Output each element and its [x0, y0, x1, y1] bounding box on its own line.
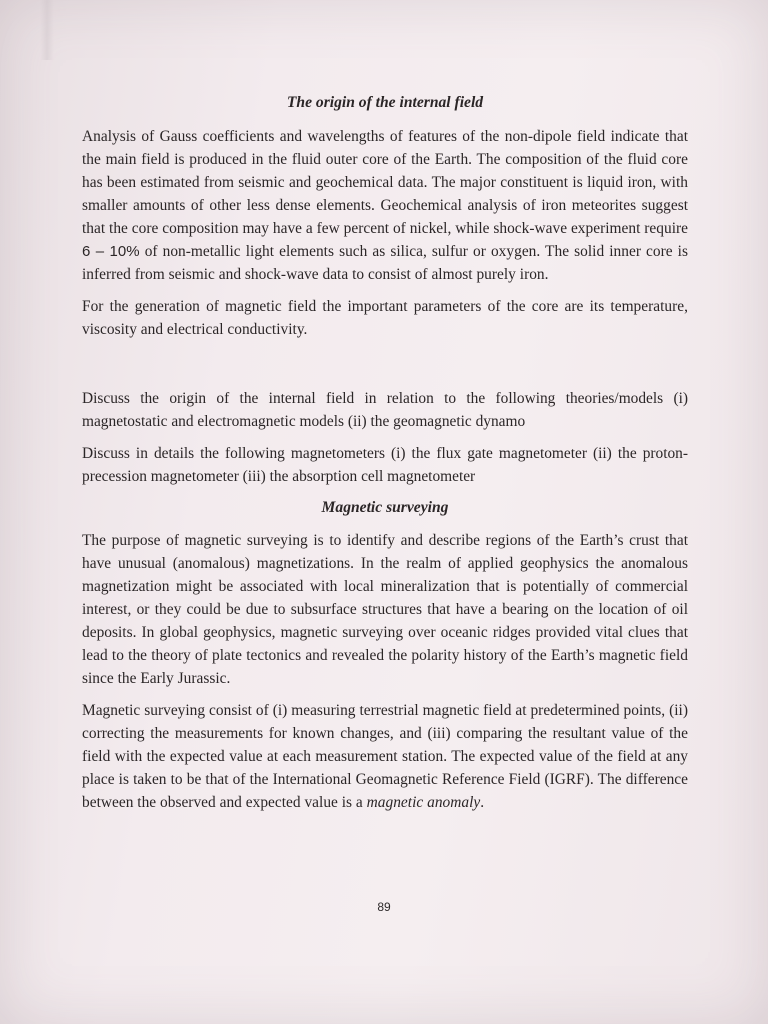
paragraph-core-parameters: For the generation of magnetic field the important parameters of the core are its temperature, viscosity and electrical conductivity. [82, 298, 688, 338]
paragraph-text: of non-metallic light elements such as silica, sulfur or oxygen. The solid inner core is inferred from seismic and shock-wave data to consist of almost purely iron. [82, 243, 688, 283]
paragraph-text: . [480, 794, 485, 811]
paragraph-text: Analysis of Gauss coefficients and wavelengths of features of the non-dipole field indicate that the main field is produced in the fluid outer core of the Earth. The composition of the fluid core has been estimated from seismic and geochemical data. The major constituent is liquid iron, with smaller amounts of other less dense elements. Geochemical analysis of iron meteorites suggest that the core composition may have a few percent of nickel, while shock-wave experiment require [82, 128, 688, 237]
paragraph-core-composition [82, 125, 688, 286]
question-internal-field: Discuss the origin of the internal field in relation to the following theories/models (i) magnetostatic and electromagnetic models (ii) the geomagnetic dynamo [82, 390, 688, 430]
page-number: 89 [377, 900, 391, 914]
paragraph-text: Magnetic surveying consist of (i) measuring terrestrial magnetic field at predetermined points, (ii) correcting the measurements for known changes, and (iii) comparing the resultant value of the field with the expected value at each measurement station. The expected value of the field at any place is taken to be that of the International Geomagnetic Reference Field (IGRF). The difference between the observed and expected value is a [82, 702, 688, 811]
section-title-magnetic-surveying: Magnetic surveying [321, 499, 449, 516]
paragraph-survey-method [82, 699, 688, 814]
section-title-internal-field: The origin of the internal field [286, 94, 484, 111]
page-content [82, 92, 688, 823]
percentage-range: 6 – 10% [82, 243, 140, 260]
paper-crease [40, 0, 54, 60]
question-magnetometers: Discuss in details the following magnetometers (i) the flux gate magnetometer (ii) the proton-precession magnetometer (iii) the absorption cell magnetometer [82, 445, 688, 485]
spacer [82, 350, 688, 387]
emphasized-term: magnetic anomaly [366, 794, 481, 811]
paragraph-survey-purpose: The purpose of magnetic surveying is to identify and describe regions of the Earth’s crust that have unusual (anomalous) magnetizations. In the realm of applied geophysics the anomalous magnetization might be associated with local mineralization that is potentially of commercial interest, or they could be due to subsurface structures that have a bearing on the location of oil deposits. In global geophysics, magnetic surveying over oceanic ridges provided vital clues that lead to the theory of plate tectonics and revealed the polarity history of the Earth’s magnetic field since the Early Jurassic. [82, 532, 688, 687]
